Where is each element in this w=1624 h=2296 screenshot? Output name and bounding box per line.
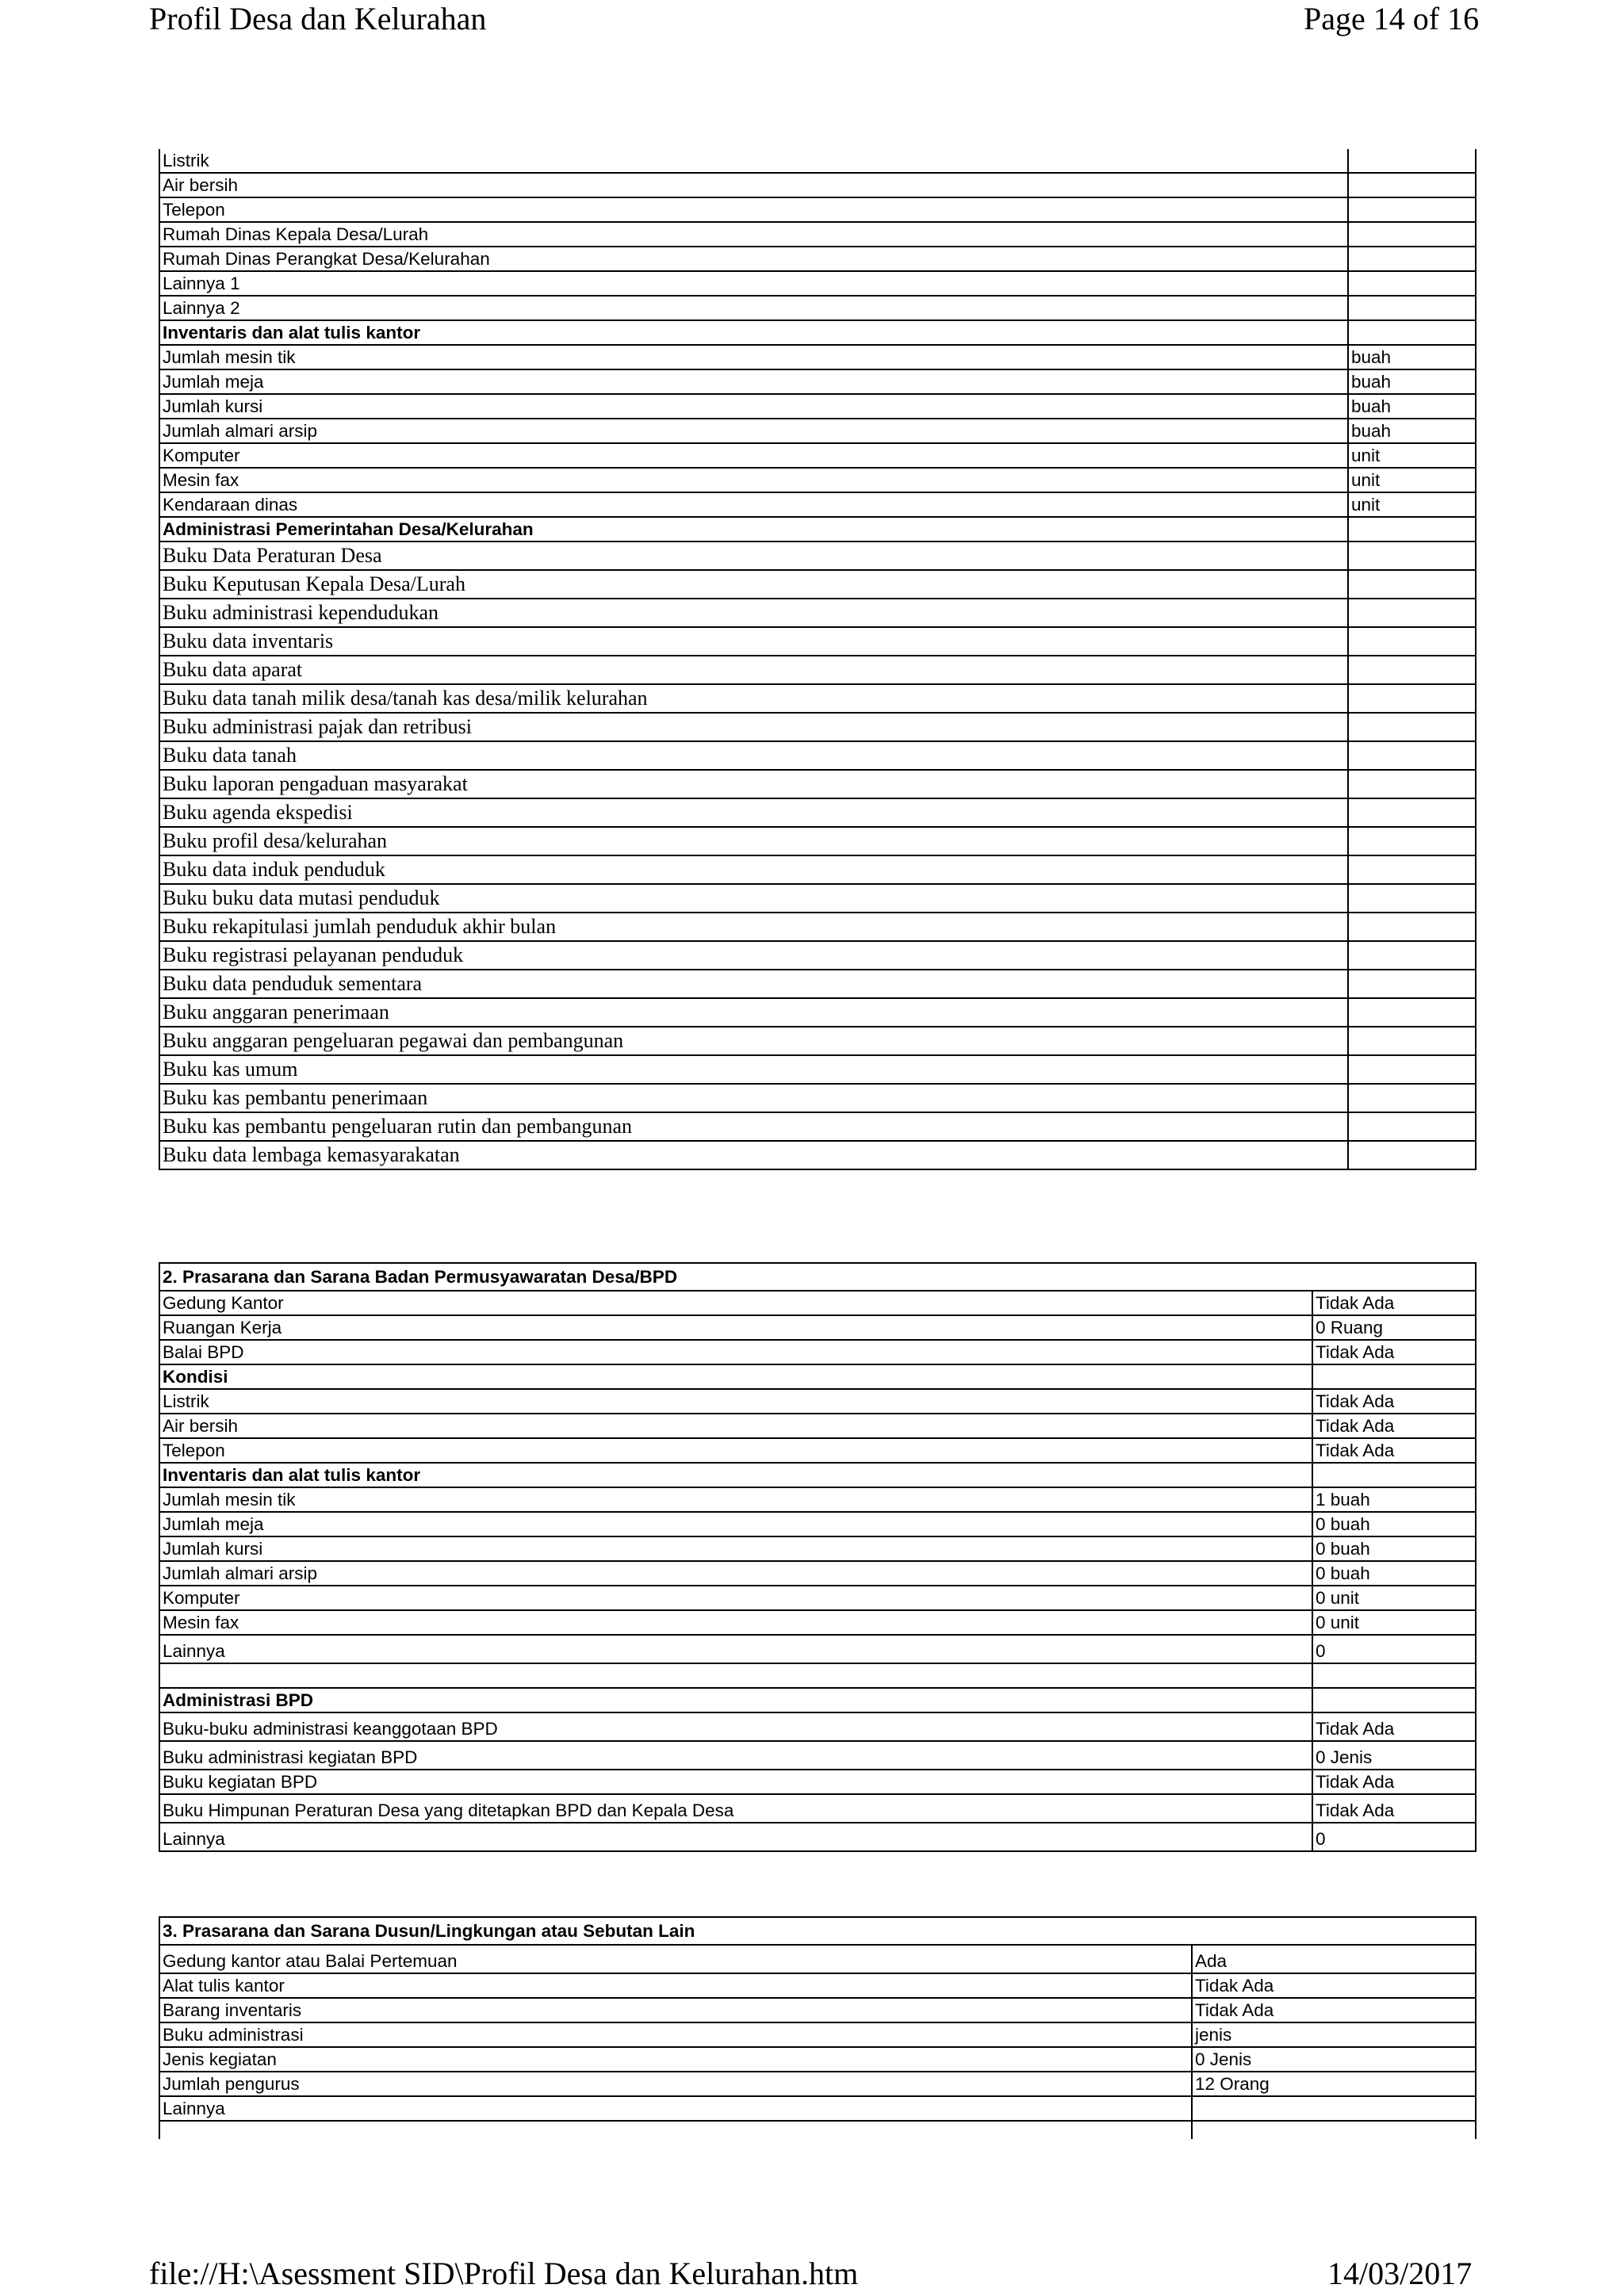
row-value xyxy=(1348,656,1476,684)
row-label: Rumah Dinas Kepala Desa/Lurah xyxy=(159,222,1348,247)
table-row xyxy=(159,394,1476,419)
header-title: Profil Desa dan Kelurahan xyxy=(149,1,487,36)
row-label: Jenis kegiatan xyxy=(159,2047,1192,2072)
table-row xyxy=(159,1414,1476,1438)
table-row xyxy=(159,1055,1476,1084)
row-label: Inventaris dan alat tulis kantor xyxy=(159,1463,1312,1487)
table-row xyxy=(159,320,1476,345)
row-label: Komputer xyxy=(159,1586,1312,1610)
row-label: Rumah Dinas Perangkat Desa/Kelurahan xyxy=(159,247,1348,271)
row-label: Jumlah almari arsip xyxy=(159,419,1348,443)
row-value xyxy=(1192,2096,1476,2121)
table-row xyxy=(159,855,1476,884)
row-label: Administrasi BPD xyxy=(159,1688,1312,1712)
row-label xyxy=(159,2121,1192,2139)
row-label: Alat tulis kantor xyxy=(159,1973,1192,1998)
footer-date: 14/03/2017 xyxy=(1327,2256,1473,2291)
row-label: Jumlah meja xyxy=(159,1512,1312,1536)
row-value xyxy=(1348,247,1476,271)
row-value xyxy=(1348,913,1476,941)
row-value xyxy=(1348,222,1476,247)
row-label: Jumlah pengurus xyxy=(159,2072,1192,2096)
row-value: jenis xyxy=(1192,2022,1476,2047)
row-value xyxy=(1348,149,1476,173)
row-label: Buku registrasi pelayanan penduduk xyxy=(159,941,1348,970)
row-label: Buku kas umum xyxy=(159,1055,1348,1084)
table-row xyxy=(159,541,1476,570)
row-label: Jumlah mesin tik xyxy=(159,345,1348,369)
row-label: Lainnya 1 xyxy=(159,271,1348,296)
hamlet-facilities-table xyxy=(159,1916,1477,2139)
table-row xyxy=(159,2072,1476,2096)
row-label: Buku-buku administrasi keanggotaan BPD xyxy=(159,1712,1312,1741)
table-row xyxy=(159,1635,1476,1663)
row-value xyxy=(1348,541,1476,570)
row-label: Buku Himpunan Peraturan Desa yang ditetapkan BPD dan Kepala Desa xyxy=(159,1794,1312,1823)
row-label: Buku data tanah milik desa/tanah kas desa/milik kelurahan xyxy=(159,684,1348,713)
row-label: Buku laporan pengaduan masyarakat xyxy=(159,770,1348,798)
row-label: Buku rekapitulasi jumlah penduduk akhir bulan xyxy=(159,913,1348,941)
table-row xyxy=(159,884,1476,913)
row-label: Buku data penduduk sementara xyxy=(159,970,1348,998)
row-label: Lainnya xyxy=(159,1635,1312,1663)
row-label: Balai BPD xyxy=(159,1340,1312,1364)
row-value: buah xyxy=(1348,394,1476,419)
table-row xyxy=(159,970,1476,998)
table-row xyxy=(159,222,1476,247)
table-row xyxy=(159,197,1476,222)
row-value: 0 buah xyxy=(1312,1536,1476,1561)
table-row xyxy=(159,369,1476,394)
row-value xyxy=(1312,1663,1476,1688)
table-row xyxy=(159,492,1476,517)
table-row xyxy=(159,468,1476,492)
row-value xyxy=(1348,1055,1476,1084)
row-label: Buku data tanah xyxy=(159,741,1348,770)
table-row xyxy=(159,2047,1476,2072)
row-label: Lainnya xyxy=(159,1823,1312,1851)
row-value: Ada xyxy=(1192,1945,1476,1973)
row-value: 0 unit xyxy=(1312,1610,1476,1635)
table-row xyxy=(159,2096,1476,2121)
table-row xyxy=(159,1663,1476,1688)
section-title-row xyxy=(159,1917,1476,1945)
row-value: Tidak Ada xyxy=(1312,1414,1476,1438)
table-row xyxy=(159,1340,1476,1364)
row-label: Jumlah kursi xyxy=(159,394,1348,419)
table-row xyxy=(159,599,1476,627)
table-row xyxy=(159,1712,1476,1741)
row-value: Tidak Ada xyxy=(1312,1770,1476,1794)
table-row xyxy=(159,2022,1476,2047)
table-row xyxy=(159,1688,1476,1712)
table-row xyxy=(159,345,1476,369)
row-label: Gedung kantor atau Balai Pertemuan xyxy=(159,1945,1192,1973)
row-value xyxy=(1348,1112,1476,1141)
row-value xyxy=(1348,173,1476,197)
table-row xyxy=(159,173,1476,197)
section-title-row xyxy=(159,1263,1476,1291)
row-value xyxy=(1348,296,1476,320)
row-value: 0 Jenis xyxy=(1192,2047,1476,2072)
row-label: Inventaris dan alat tulis kantor xyxy=(159,320,1348,345)
row-label: Buku administrasi pajak dan retribusi xyxy=(159,713,1348,741)
row-value xyxy=(1348,970,1476,998)
row-value: Tidak Ada xyxy=(1192,1973,1476,1998)
row-value xyxy=(1348,998,1476,1027)
row-label: Buku data inventaris xyxy=(159,627,1348,656)
row-label: Buku profil desa/kelurahan xyxy=(159,827,1348,855)
row-label: Buku anggaran pengeluaran pegawai dan pembangunan xyxy=(159,1027,1348,1055)
row-label: Jumlah meja xyxy=(159,369,1348,394)
table-row xyxy=(159,1084,1476,1112)
row-value xyxy=(1348,798,1476,827)
row-label: Gedung Kantor xyxy=(159,1291,1312,1315)
row-value xyxy=(1348,1141,1476,1169)
row-label: Buku data induk penduduk xyxy=(159,855,1348,884)
row-label: Buku kas pembantu penerimaan xyxy=(159,1084,1348,1112)
row-value xyxy=(1348,1027,1476,1055)
row-value xyxy=(1312,1364,1476,1389)
table-row xyxy=(159,1794,1476,1823)
row-label: Kondisi xyxy=(159,1364,1312,1389)
row-label: Buku anggaran penerimaan xyxy=(159,998,1348,1027)
table-row xyxy=(159,1389,1476,1414)
table-row xyxy=(159,941,1476,970)
table-row xyxy=(159,1973,1476,1998)
row-label: Mesin fax xyxy=(159,1610,1312,1635)
row-label: Jumlah mesin tik xyxy=(159,1487,1312,1512)
table-row xyxy=(159,827,1476,855)
table-row xyxy=(159,296,1476,320)
row-value xyxy=(1348,197,1476,222)
row-value: 0 Jenis xyxy=(1312,1741,1476,1770)
row-value: unit xyxy=(1348,492,1476,517)
table-row xyxy=(159,1512,1476,1536)
table-row xyxy=(159,1561,1476,1586)
row-label: Kendaraan dinas xyxy=(159,492,1348,517)
table-row xyxy=(159,419,1476,443)
row-value: buah xyxy=(1348,419,1476,443)
table-row xyxy=(159,1586,1476,1610)
row-value xyxy=(1348,627,1476,656)
village-office-facilities-table xyxy=(159,149,1477,1170)
row-value xyxy=(1348,941,1476,970)
row-value: Tidak Ada xyxy=(1312,1438,1476,1463)
row-value xyxy=(1348,684,1476,713)
row-label: Jumlah almari arsip xyxy=(159,1561,1312,1586)
row-value: Tidak Ada xyxy=(1312,1340,1476,1364)
table-row xyxy=(159,271,1476,296)
table-row xyxy=(159,517,1476,541)
row-value xyxy=(1348,770,1476,798)
table-row xyxy=(159,1364,1476,1389)
table-row xyxy=(159,1536,1476,1561)
header-page-number: Page 14 of 16 xyxy=(1304,1,1480,36)
table-row xyxy=(159,1998,1476,2022)
table-row xyxy=(159,1315,1476,1340)
row-label: Air bersih xyxy=(159,173,1348,197)
row-label: Buku administrasi kegiatan BPD xyxy=(159,1741,1312,1770)
row-label: Buku Keputusan Kepala Desa/Lurah xyxy=(159,570,1348,599)
section-title: 3. Prasarana dan Sarana Dusun/Lingkungan atau Sebutan Lain xyxy=(159,1917,1476,1945)
row-value xyxy=(1348,271,1476,296)
row-label: Barang inventaris xyxy=(159,1998,1192,2022)
table-row xyxy=(159,1291,1476,1315)
row-label: Buku kegiatan BPD xyxy=(159,1770,1312,1794)
table-row xyxy=(159,1770,1476,1794)
row-label: Air bersih xyxy=(159,1414,1312,1438)
table-row xyxy=(159,443,1476,468)
row-label: Mesin fax xyxy=(159,468,1348,492)
row-value xyxy=(1348,741,1476,770)
section-title: 2. Prasarana dan Sarana Badan Permusyawaratan Desa/BPD xyxy=(159,1263,1476,1291)
table-row xyxy=(159,1823,1476,1851)
row-value: Tidak Ada xyxy=(1312,1712,1476,1741)
row-value xyxy=(1348,1084,1476,1112)
row-label: Buku data lembaga kemasyarakatan xyxy=(159,1141,1348,1169)
row-value: buah xyxy=(1348,345,1476,369)
row-value: unit xyxy=(1348,443,1476,468)
row-label: Buku administrasi xyxy=(159,2022,1192,2047)
row-label: Buku kas pembantu pengeluaran rutin dan pembangunan xyxy=(159,1112,1348,1141)
row-label: Jumlah kursi xyxy=(159,1536,1312,1561)
table-row xyxy=(159,1112,1476,1141)
table-row xyxy=(159,798,1476,827)
row-value: buah xyxy=(1348,369,1476,394)
row-label: Buku data aparat xyxy=(159,656,1348,684)
row-label: Lainnya xyxy=(159,2096,1192,2121)
row-value: Tidak Ada xyxy=(1192,1998,1476,2022)
table-row xyxy=(159,913,1476,941)
row-value xyxy=(1348,827,1476,855)
table-row xyxy=(159,684,1476,713)
row-value xyxy=(1348,320,1476,345)
table-row xyxy=(159,741,1476,770)
table-row xyxy=(159,1141,1476,1169)
row-value: 0 xyxy=(1312,1635,1476,1663)
table-row xyxy=(159,998,1476,1027)
row-label: Buku Data Peraturan Desa xyxy=(159,541,1348,570)
row-label: Komputer xyxy=(159,443,1348,468)
table-row xyxy=(159,247,1476,271)
row-value: Tidak Ada xyxy=(1312,1794,1476,1823)
table-row xyxy=(159,1487,1476,1512)
table-row xyxy=(159,1027,1476,1055)
table-row xyxy=(159,1945,1476,1973)
table-row xyxy=(159,2121,1476,2139)
row-label: Administrasi Pemerintahan Desa/Kelurahan xyxy=(159,517,1348,541)
table-row xyxy=(159,1438,1476,1463)
row-label: Listrik xyxy=(159,149,1348,173)
row-value: 0 buah xyxy=(1312,1561,1476,1586)
row-value: 0 Ruang xyxy=(1312,1315,1476,1340)
row-label: Listrik xyxy=(159,1389,1312,1414)
row-value xyxy=(1348,599,1476,627)
row-value xyxy=(1348,855,1476,884)
row-value: 0 buah xyxy=(1312,1512,1476,1536)
table-row xyxy=(159,570,1476,599)
table-row xyxy=(159,770,1476,798)
row-value: 0 xyxy=(1312,1823,1476,1851)
row-label: Buku administrasi kependudukan xyxy=(159,599,1348,627)
row-value xyxy=(1312,1463,1476,1487)
row-value: 12 Orang xyxy=(1192,2072,1476,2096)
table-row xyxy=(159,149,1476,173)
row-label: Telepon xyxy=(159,197,1348,222)
row-label: Buku agenda ekspedisi xyxy=(159,798,1348,827)
row-value xyxy=(1348,570,1476,599)
row-value: unit xyxy=(1348,468,1476,492)
row-value xyxy=(1348,884,1476,913)
row-value xyxy=(1348,713,1476,741)
row-label xyxy=(159,1663,1312,1688)
bpd-facilities-table xyxy=(159,1262,1477,1852)
row-value xyxy=(1348,517,1476,541)
row-value: Tidak Ada xyxy=(1312,1389,1476,1414)
footer-file-path: file://H:\Asessment SID\Profil Desa dan Kelurahan.htm xyxy=(149,2256,859,2291)
table-row xyxy=(159,656,1476,684)
table-row xyxy=(159,1463,1476,1487)
row-value xyxy=(1192,2121,1476,2139)
row-value: Tidak Ada xyxy=(1312,1291,1476,1315)
row-value xyxy=(1312,1688,1476,1712)
table-row xyxy=(159,1610,1476,1635)
table-row xyxy=(159,1741,1476,1770)
row-value: 0 unit xyxy=(1312,1586,1476,1610)
row-value: 1 buah xyxy=(1312,1487,1476,1512)
row-label: Buku buku data mutasi penduduk xyxy=(159,884,1348,913)
table-row xyxy=(159,713,1476,741)
row-label: Ruangan Kerja xyxy=(159,1315,1312,1340)
row-label: Telepon xyxy=(159,1438,1312,1463)
table-row xyxy=(159,627,1476,656)
row-label: Lainnya 2 xyxy=(159,296,1348,320)
